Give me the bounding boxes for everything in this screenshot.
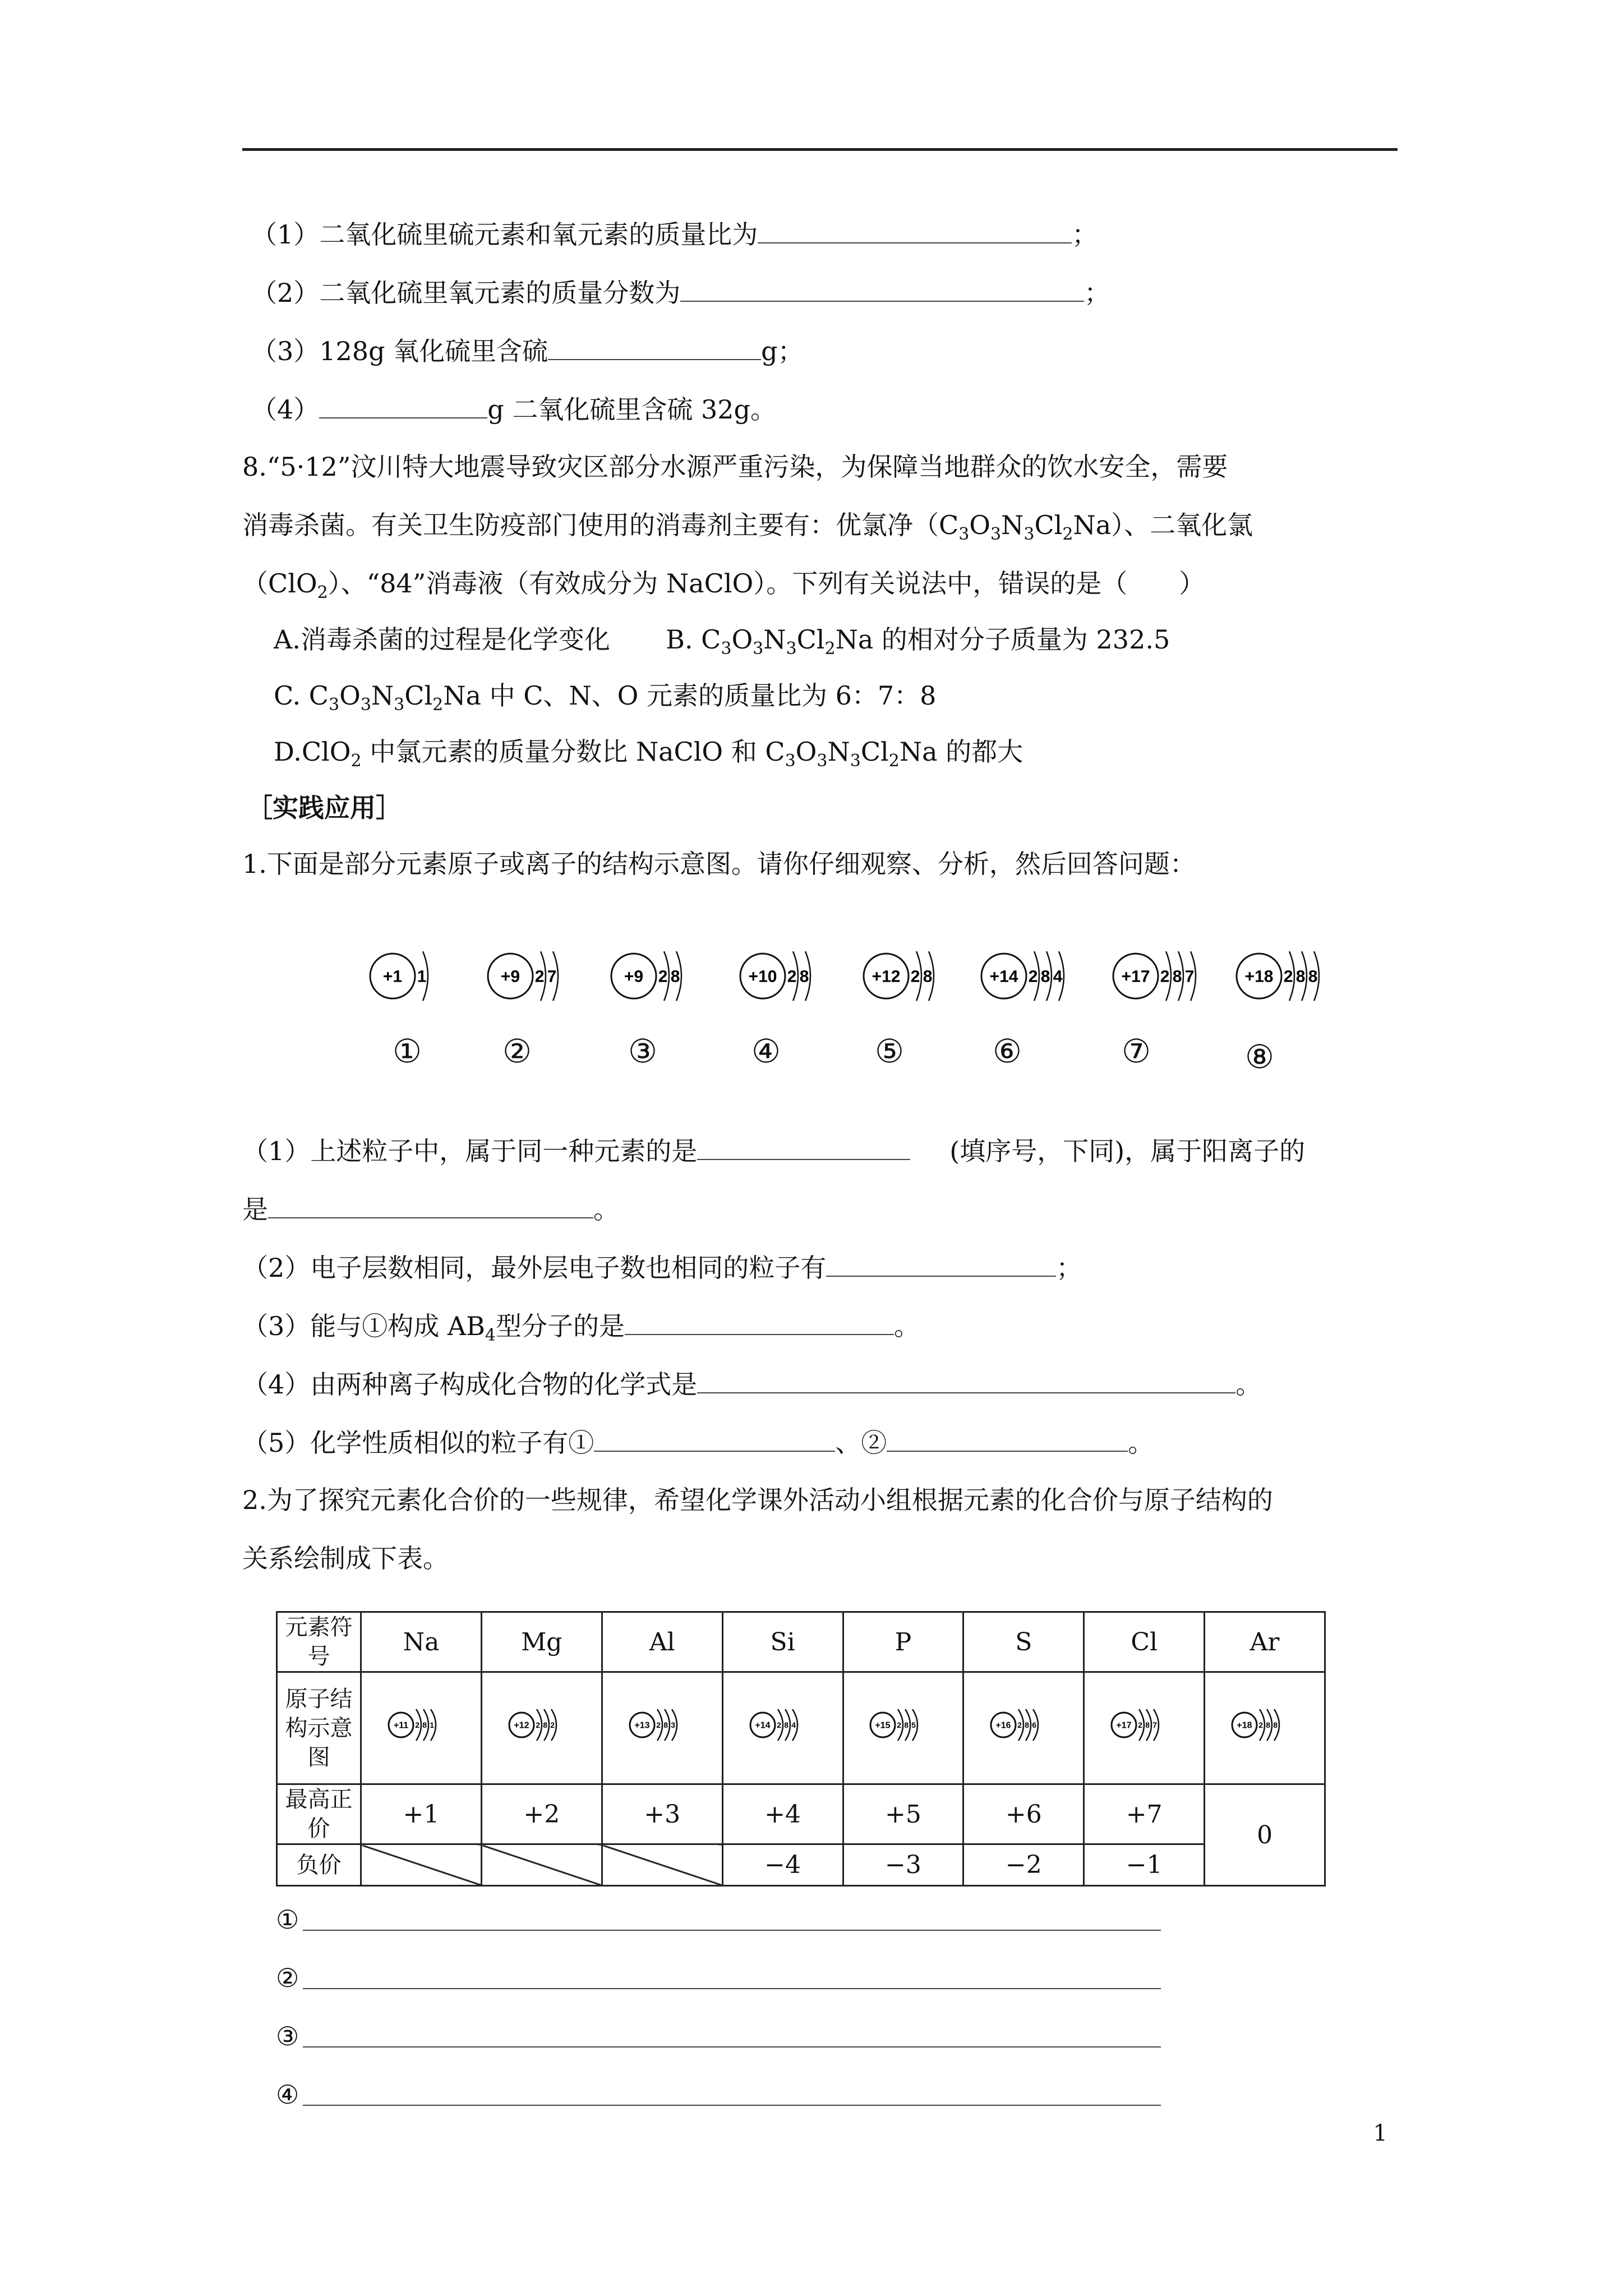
shell-electron-count: 8 — [1273, 1720, 1278, 1729]
q7-part4: （4） g 二氧化硫里含硫 32g。 — [251, 392, 776, 426]
valence-table — [276, 1611, 1326, 1887]
practice-q1-part4: （4）由两种离子构成化合物的化学式是 。 — [242, 1366, 1261, 1401]
atom-label: ⑧ — [1245, 1038, 1274, 1076]
nucleus-charge: +12 — [872, 967, 901, 986]
nucleus-charge: +12 — [514, 1720, 529, 1731]
q8-option-d: D.ClO$_2$ 中氯元素的质量分数比 NaClO 和 $C_3O_3N_3Cl_2Na$ 的都大 — [274, 737, 1023, 771]
shell-electron-count: 2 — [550, 1720, 555, 1729]
answer-line-1[interactable] — [303, 1930, 1161, 1931]
q8-option-a: A.消毒杀菌的过程是化学变化 — [274, 624, 610, 655]
shell-electron-count: 7 — [1152, 1720, 1158, 1729]
atom-diagram — [611, 951, 681, 1001]
ar-valence-cell: 0 — [1205, 1784, 1325, 1886]
valence-cell: +4 — [722, 1784, 843, 1844]
shell-electron-count: 8 — [799, 967, 809, 986]
answer-blank[interactable] — [697, 1133, 910, 1160]
atom-diagram — [750, 1709, 797, 1741]
answer-line-3[interactable] — [303, 2046, 1161, 2047]
shell-electron-count: 2 — [776, 1720, 781, 1729]
answer-line-2[interactable] — [303, 1988, 1161, 1989]
mini-atom-diagram — [1225, 1700, 1304, 1750]
q7-part2: （2）二氧化硫里氧元素的质量分数为 ； — [251, 275, 1110, 310]
row-header-structure: 原子结构示意图 — [277, 1672, 361, 1784]
shell-electron-count: 8 — [1025, 1720, 1030, 1729]
shell-electron-count: 2 — [1160, 967, 1170, 986]
nucleus-charge: +17 — [1116, 1720, 1132, 1731]
q8-line2: 消毒杀菌。有关卫生防疫部门使用的消毒剂主要有：优氯净$(C_3O_3N_3Cl_2Na)$、二氧化氯 — [242, 510, 1253, 544]
atom-label: ④ — [751, 1032, 781, 1070]
row-header-max-positive: 最高正价 — [277, 1784, 361, 1844]
q8-option-ab — [274, 623, 1170, 659]
shell-electron-count: 2 — [1017, 1720, 1022, 1729]
shell-electron-count: 8 — [663, 1720, 668, 1729]
symbol-cell: S — [963, 1612, 1084, 1672]
atom-diagram — [509, 1709, 556, 1741]
answer-blank[interactable] — [594, 1425, 835, 1452]
answer-blank[interactable] — [680, 275, 1084, 302]
valence-cell: +5 — [843, 1784, 963, 1844]
q8-option-b: B. $C_3O_3N_3Cl_2Na$ 的相对分子质量为 232.5 — [666, 624, 1170, 659]
symbol-cell: Mg — [481, 1612, 602, 1672]
shell-electron-count: 1 — [417, 967, 427, 986]
table-row-max-positive — [277, 1784, 1325, 1844]
atom-label: ① — [393, 1032, 422, 1070]
valence-cell: −2 — [963, 1844, 1084, 1886]
symbol-cell: Si — [722, 1612, 843, 1672]
structure-cell — [1205, 1672, 1325, 1784]
nucleus-charge: +14 — [754, 1720, 771, 1731]
atom-diagram — [991, 1709, 1038, 1741]
row-header-symbol: 元素符号 — [277, 1612, 361, 1672]
shell-electron-count: 2 — [897, 1720, 902, 1729]
shell-electron-count: 2 — [534, 967, 545, 986]
valence-cell: −1 — [1084, 1844, 1205, 1886]
structure-cell — [1084, 1672, 1205, 1784]
shell-electron-count: 8 — [1308, 967, 1318, 986]
shell-electron-count: 2 — [1258, 1720, 1264, 1729]
nucleus-charge: +18 — [1237, 1720, 1252, 1731]
atom-label: ⑦ — [1122, 1032, 1151, 1070]
atom-label: ③ — [628, 1032, 657, 1070]
shell-electron-count: 8 — [1145, 1720, 1150, 1729]
valence-cell: −4 — [722, 1844, 843, 1886]
answer-blank[interactable] — [319, 392, 487, 418]
header-rule — [242, 148, 1398, 151]
answer-blank[interactable] — [758, 217, 1072, 243]
shell-electron-count: 2 — [910, 967, 920, 986]
empty-slashed-cell — [602, 1844, 722, 1886]
practice-q2-intro-2: 关系绘制成下表。 — [242, 1543, 449, 1573]
answer-label-4: ④ — [276, 2079, 299, 2110]
valence-cell: −3 — [843, 1844, 963, 1886]
atom-diagram — [1112, 1709, 1159, 1741]
structure-cell — [481, 1672, 602, 1784]
valence-cell: +6 — [963, 1784, 1084, 1844]
shell-electron-count: 2 — [787, 967, 797, 986]
practice-q1-intro: 1.下面是部分元素原子或离子的结构示意图。请你仔细观察、分析，然后回答问题： — [242, 849, 1196, 879]
shell-electron-count: 4 — [791, 1720, 796, 1729]
valence-cell: +1 — [361, 1784, 482, 1844]
atom-diagram — [630, 1709, 677, 1741]
symbol-cell: P — [843, 1612, 963, 1672]
structure-cell — [722, 1672, 843, 1784]
nucleus-charge: +18 — [1244, 967, 1274, 986]
shell-electron-count: 7 — [547, 967, 557, 986]
atom-label: ⑤ — [875, 1032, 904, 1070]
shell-electron-count: 2 — [1138, 1720, 1143, 1729]
shell-electron-count: 8 — [1295, 967, 1306, 986]
shell-electron-count: 8 — [923, 967, 933, 986]
answer-blank[interactable] — [826, 1250, 1056, 1277]
shell-electron-count: 2 — [656, 1720, 661, 1729]
atom-diagram — [740, 951, 810, 1001]
mini-atom-diagram — [382, 1700, 460, 1750]
table-row-structure — [277, 1672, 1325, 1784]
practice-q1-part2: （2）电子层数相同，最外层电子数也相同的粒子有 ； — [242, 1250, 1082, 1285]
q7-part1: （1）二氧化硫里硫元素和氧元素的质量比为 ； — [251, 217, 1098, 251]
q8-line1: 8.“5·12”汶川特大地震导致灾区部分水源严重污染，为保障当地群众的饮水安全，需要 — [242, 452, 1228, 482]
shell-electron-count: 8 — [904, 1720, 909, 1729]
shell-electron-count: 1 — [430, 1720, 434, 1729]
practice-q1-part3: （3）能与①构成 $AB_4$型分子的是 。 — [242, 1308, 920, 1343]
practice-q2-intro-1: 2.为了探究元素化合价的一些规律，希望化学课外活动小组根据元素的化合价与原子结构的 — [242, 1485, 1273, 1515]
practice-q1-part1-cont: 是 。 — [242, 1191, 619, 1226]
atom-label: ② — [502, 1032, 532, 1070]
atom-diagram — [488, 951, 558, 1001]
structure-cell — [843, 1672, 963, 1784]
practice-q1-part1: （1）上述粒子中，属于同一种元素的是 (填序号，下同)，属于阳离子的 — [242, 1133, 1305, 1168]
answer-label-2: ② — [276, 1963, 299, 1993]
table-row-symbols — [277, 1612, 1325, 1672]
shell-electron-count: 3 — [670, 1720, 675, 1729]
shell-electron-count: 8 — [543, 1720, 547, 1729]
shell-electron-count: 2 — [658, 967, 668, 986]
valence-cell: +2 — [481, 1784, 602, 1844]
q8-option-c: C. $C_3O_3N_3Cl_2Na$ 中 C、N、O 元素的质量比为 6：7：8 — [274, 680, 937, 715]
mini-atom-diagram — [984, 1700, 1063, 1750]
nucleus-charge: +9 — [500, 967, 520, 986]
atom-diagram — [981, 951, 1064, 1001]
answer-line-4[interactable] — [303, 2105, 1161, 2106]
shell-electron-count: 2 — [1283, 967, 1293, 986]
q7-part3: （3）128g 氧化硫里含硫 g； — [251, 333, 804, 368]
practice-q1-part5: （5）化学性质相似的粒子有① 、② 。 — [242, 1425, 1154, 1460]
empty-slashed-cell — [481, 1844, 602, 1886]
atom-diagram — [1237, 951, 1319, 1001]
q8-line3: （ClO$_2$）、“84”消毒液（有效成分为 NaClO）。下列有关说法中，错误的是（ ） — [242, 568, 1205, 602]
mini-atom-diagram — [864, 1700, 942, 1750]
mini-atom-diagram — [623, 1700, 702, 1750]
atom-labels — [359, 1032, 1301, 1077]
structure-cell — [602, 1672, 722, 1784]
atom-diagram — [870, 1709, 917, 1741]
atom-diagram — [1232, 1709, 1279, 1741]
nucleus-charge: +13 — [634, 1720, 650, 1731]
shell-electron-count: 8 — [1266, 1720, 1271, 1729]
atom-diagram — [370, 951, 428, 1001]
symbol-cell: Ar — [1205, 1612, 1325, 1672]
page-number: 1 — [1373, 2120, 1387, 2146]
answer-blank[interactable] — [625, 1308, 894, 1335]
nucleus-charge: +9 — [624, 967, 644, 986]
structure-cell — [963, 1672, 1084, 1784]
symbol-cell: Al — [602, 1612, 722, 1672]
shell-electron-count: 8 — [1040, 967, 1050, 986]
symbol-cell: Na — [361, 1612, 482, 1672]
mini-atom-diagram — [1105, 1700, 1183, 1750]
table-row-negative — [277, 1844, 1325, 1886]
empty-slashed-cell — [361, 1844, 482, 1886]
section-title: ［实践应用］ — [247, 793, 402, 823]
valence-cell: +7 — [1084, 1784, 1205, 1844]
shell-electron-count: 5 — [911, 1720, 916, 1729]
answer-blank[interactable] — [548, 333, 761, 360]
atom-diagram — [864, 951, 934, 1001]
atom-diagram — [389, 1709, 436, 1741]
atom-diagram — [1113, 951, 1196, 1001]
nucleus-charge: +10 — [748, 967, 777, 986]
shell-electron-count: 2 — [415, 1720, 419, 1729]
nucleus-charge: +14 — [989, 967, 1018, 986]
atom-structure-diagrams — [359, 942, 1318, 1010]
shell-electron-count: 8 — [422, 1720, 427, 1729]
structure-cell — [361, 1672, 482, 1784]
shell-electron-count: 8 — [670, 967, 680, 986]
valence-cell: +3 — [602, 1784, 722, 1844]
nucleus-charge: +11 — [393, 1720, 409, 1731]
nucleus-charge: +15 — [875, 1720, 891, 1731]
mini-atom-diagram — [502, 1700, 581, 1750]
answer-blank[interactable] — [697, 1366, 1235, 1393]
answer-label-1: ① — [276, 1904, 299, 1935]
shell-electron-count: 6 — [1032, 1720, 1037, 1729]
answer-label-3: ③ — [276, 2021, 299, 2051]
mini-atom-diagram — [744, 1700, 822, 1750]
answer-blank[interactable] — [268, 1191, 593, 1218]
nucleus-charge: +1 — [382, 967, 403, 986]
shell-electron-count: 8 — [783, 1720, 789, 1729]
shell-electron-count: 7 — [1184, 967, 1195, 986]
shell-electron-count: 8 — [1172, 967, 1182, 986]
nucleus-charge: +16 — [995, 1720, 1011, 1731]
answer-blank[interactable] — [887, 1425, 1128, 1452]
shell-electron-count: 2 — [536, 1720, 540, 1729]
row-header-negative: 负价 — [277, 1844, 361, 1886]
symbol-cell: Cl — [1084, 1612, 1205, 1672]
nucleus-charge: +17 — [1121, 967, 1150, 986]
shell-electron-count: 2 — [1028, 967, 1038, 986]
atom-label: ⑥ — [993, 1032, 1022, 1070]
shell-electron-count: 4 — [1053, 967, 1063, 986]
